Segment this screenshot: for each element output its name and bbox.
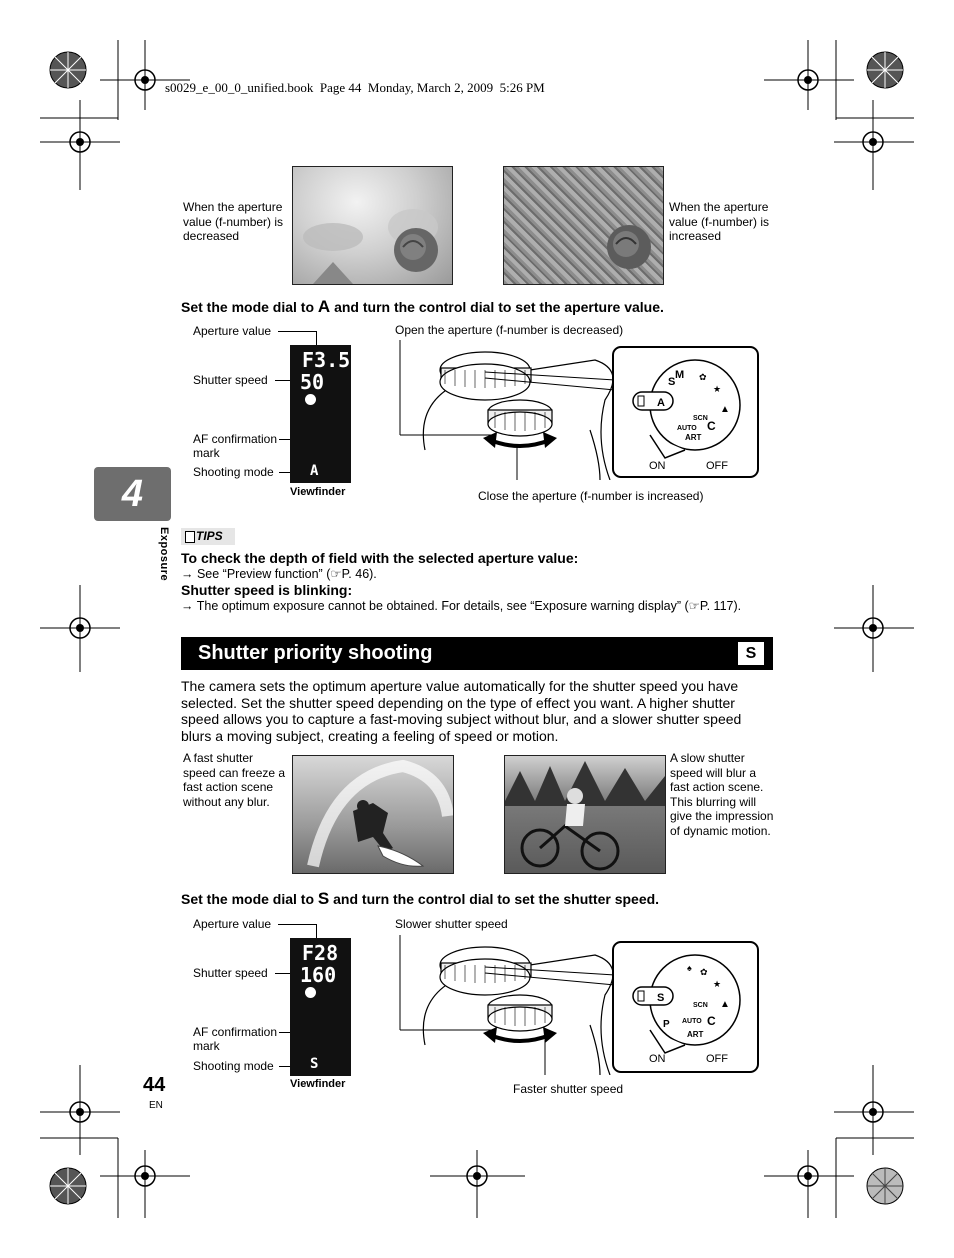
camera-dial-illustration-s [395,935,765,1075]
vf-aperture-value: F3.5 [302,348,351,372]
svg-text:▲: ▲ [720,999,730,1010]
viewfinder-display [290,345,351,483]
svg-text:♠: ♠ [687,963,692,973]
label-shooting-mode: Shooting mode [193,1059,274,1073]
dial-selected-mode: S [657,992,665,1004]
viewfinder-label: Viewfinder [290,486,346,498]
callout-faster-shutter: Faster shutter speed [513,1082,624,1096]
tips-title: TIPS [196,529,223,543]
cyclist-photo [504,755,666,874]
tip-question-depth: To check the depth of field with the selected aperture value: [181,550,579,566]
svg-text:ON: ON [649,1053,666,1065]
svg-text:SCN: SCN [693,415,708,422]
label-aperture-value: Aperture value [193,917,272,931]
mode-a-symbol: A [317,297,331,316]
chapter-name: Exposure [158,527,170,582]
svg-text:ART: ART [685,433,702,442]
chapter-number: 4 [121,473,144,515]
aperture-instruction: Set the mode dial to A and turn the control dial to set the aperture value. [181,297,664,316]
svg-text:▲: ▲ [720,404,730,415]
page-number: 44 [143,1074,166,1096]
surfer-photo [292,755,454,874]
svg-text:★: ★ [713,384,722,394]
label-shutter-speed: Shutter speed [193,373,268,387]
mode-s-symbol: S [317,889,330,908]
svg-text:AUTO: AUTO [677,425,697,432]
camera-dial-illustration-a [395,340,765,480]
shutter-instruction: Set the mode dial to S and turn the control dial to set the shutter speed. [181,889,660,908]
cyclist-image [505,756,665,873]
tips-header [181,528,235,545]
svg-text:AUTO: AUTO [682,1018,702,1025]
svg-text:C: C [707,1014,716,1028]
slow-shutter-caption: A slow shutter speed will blur a fast action scene. This blurring will give the impression of dynamic motion. [670,751,774,838]
viewfinder-label: Viewfinder [290,1078,346,1090]
dial-selected-mode: A [657,397,665,409]
label-shutter-speed: Shutter speed [193,966,268,980]
memo-icon [185,531,195,543]
label-af-mark: AF confirmation mark [193,432,278,460]
section-mode-badge: S [738,642,764,665]
vf-shooting-mode: S [310,1056,319,1072]
surfer-image [293,756,453,873]
callout-slower-shutter: Slower shutter speed [395,917,508,931]
fast-shutter-caption: A fast shutter speed can freeze a fast action scene without any blur. [183,751,286,809]
vf-aperture-value: F28 [302,941,339,965]
aperture-right-caption: When the aperture value (f-number) is increased [669,200,770,243]
vf-shooting-mode: A [310,463,319,479]
svg-text:M: M [675,369,685,381]
svg-text:ART: ART [687,1030,704,1039]
tip-question-blinking: Shutter speed is blinking: [181,582,353,598]
viewfinder-display [290,938,351,1076]
rose-photo-deep [503,166,664,285]
section-title: Shutter priority shooting [198,642,433,664]
svg-text:P: P [663,1019,670,1030]
af-confirmation-icon [305,987,316,998]
language-code: EN [149,1100,163,1111]
book-info: s0029_e_00_0_unified.book Page 44 Monday, March 2, 2009 5:26 PM [165,80,545,95]
label-aperture-value: Aperture value [193,324,272,338]
rose-image [504,167,663,284]
rose-photo-shallow [292,166,453,285]
callout-close-aperture: Close the aperture (f-number is increased) [478,489,704,503]
svg-text:ON: ON [649,460,666,472]
section-intro: The camera sets the optimum aperture value automatically for the shutter speed you have selected. Set the shutter speed depending on the type of effect you want. A higher shutter speed allows you to capture a fast-moving subject without blur, and a slower shutter speed blurs a moving subject, creating a feeling of speed or motion. [181,678,742,744]
label-shooting-mode: Shooting mode [193,465,274,479]
svg-text:S: S [668,376,676,388]
svg-text:★: ★ [713,979,722,989]
label-af-mark: AF confirmation mark [193,1025,278,1053]
section-header [181,637,773,670]
svg-text:C: C [707,419,716,433]
svg-text:✿: ✿ [699,372,707,382]
rose-image [293,167,452,284]
svg-text:✿: ✿ [700,967,708,977]
vf-shutter-speed: 50 [300,370,325,394]
tip-answer-blinking: → The optimum exposure cannot be obtained. For details, see “Exposure warning display” (☞P. 117). [181,599,742,613]
svg-text:OFF: OFF [706,1053,728,1065]
aperture-left-caption: When the aperture value (f-number) is decreased [183,200,284,243]
svg-text:OFF: OFF [706,460,728,472]
tip-answer-depth: → See “Preview function” (☞P. 46). [181,567,377,581]
callout-open-aperture: Open the aperture (f-number is decreased) [395,323,624,337]
af-confirmation-icon [305,394,316,405]
svg-text:SCN: SCN [693,1002,708,1009]
chapter-tab [94,467,171,521]
vf-shutter-speed: 160 [300,963,337,987]
